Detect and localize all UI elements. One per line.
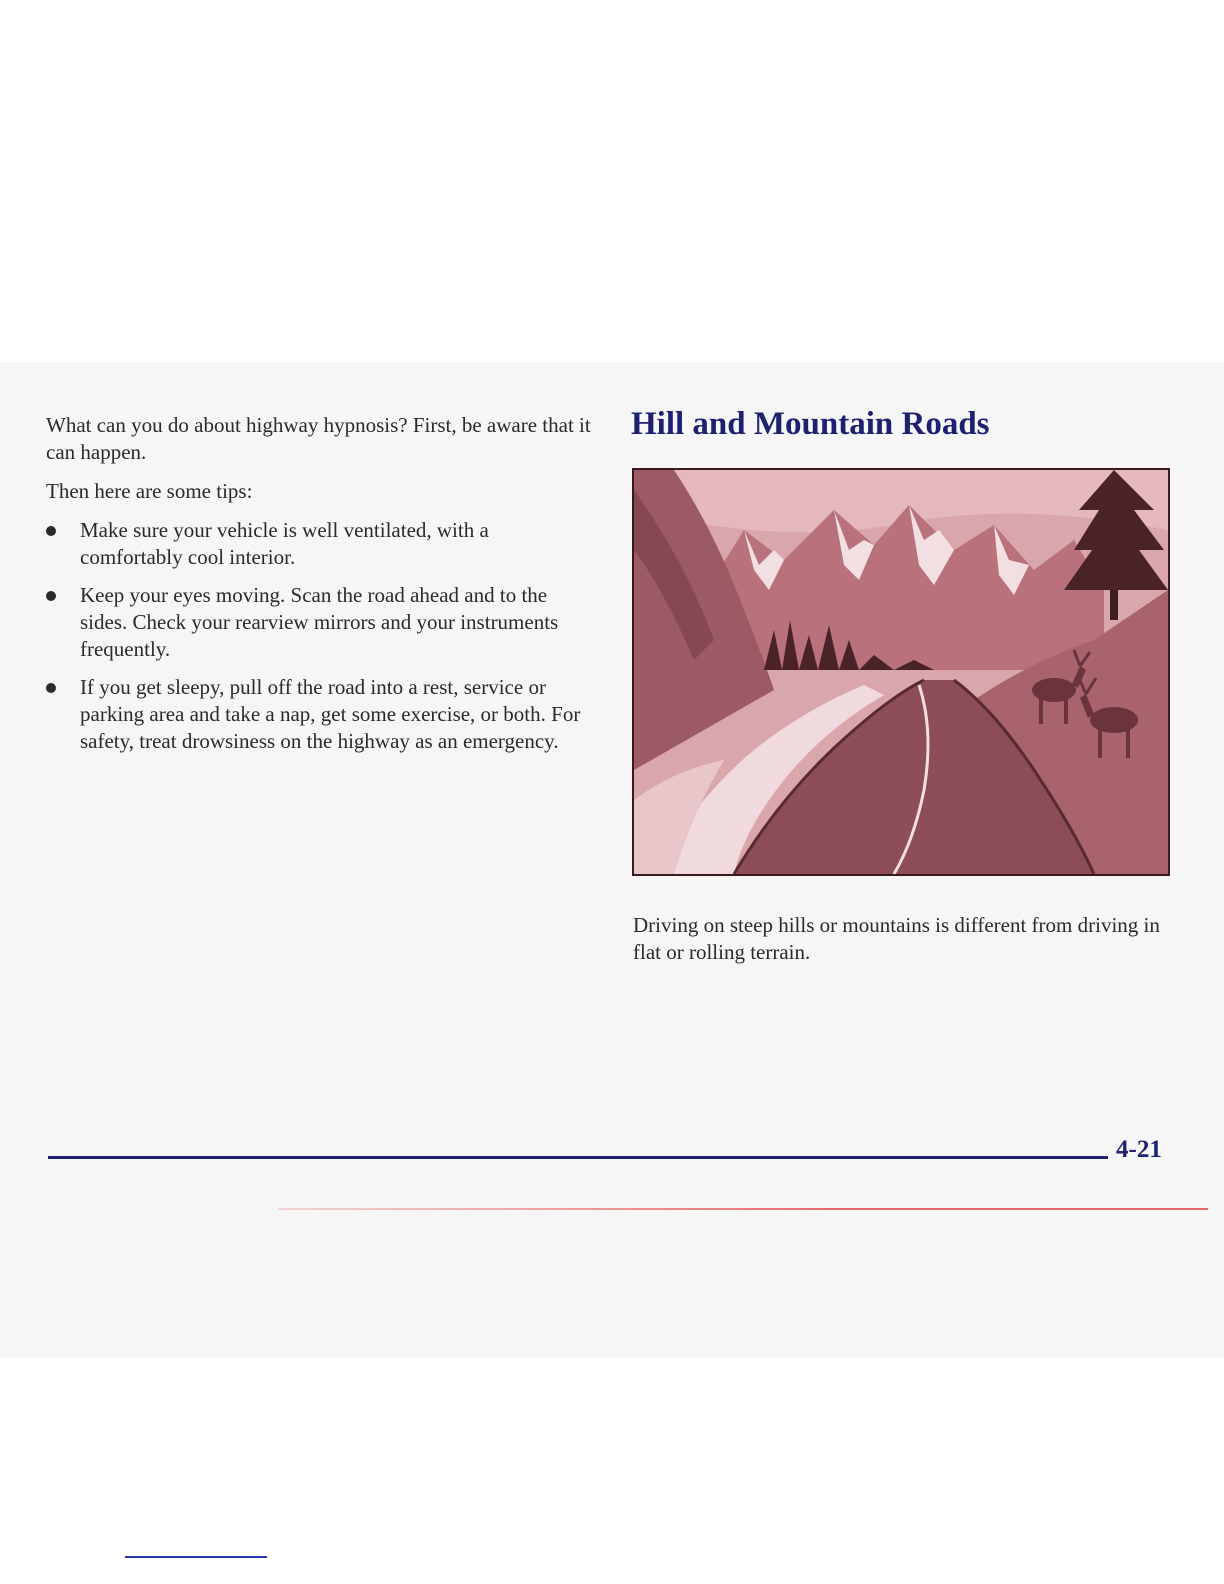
tip-text: If you get sleepy, pull off the road into a rest, service or parking area and take a nap, get some exercise, or both. For safety, treat drowsiness on the highway as an emergency.: [80, 675, 581, 753]
mountain-road-icon: [634, 470, 1168, 874]
list-item: [46, 582, 591, 663]
tips-lead: Then here are some tips:: [46, 479, 253, 503]
tips-list: [46, 517, 591, 755]
tip-text: Make sure your vehicle is well ventilated, with a comfortably cool interior.: [80, 518, 489, 569]
illustration-caption: Driving on steep hills or mountains is different from driving in flat or rolling terrain.: [633, 913, 1160, 964]
bullet-icon: [46, 526, 56, 536]
accent-rule: [278, 1208, 1208, 1210]
left-column: [46, 412, 591, 766]
section-heading: Hill and Mountain Roads: [631, 406, 990, 442]
page-number: 4-21: [1116, 1136, 1162, 1163]
intro-paragraph: What can you do about highway hypnosis? First, be aware that it can happen.: [46, 413, 591, 464]
mountain-road-illustration: [632, 468, 1170, 876]
link-underline: [125, 1556, 267, 1558]
tip-text: Keep your eyes moving. Scan the road ahead and to the sides. Check your rearview mirrors and your instruments frequently.: [80, 583, 559, 661]
list-item: [46, 674, 591, 755]
bullet-icon: [46, 683, 56, 693]
list-item: [46, 517, 591, 571]
footer-rule: [48, 1156, 1108, 1159]
bullet-icon: [46, 591, 56, 601]
